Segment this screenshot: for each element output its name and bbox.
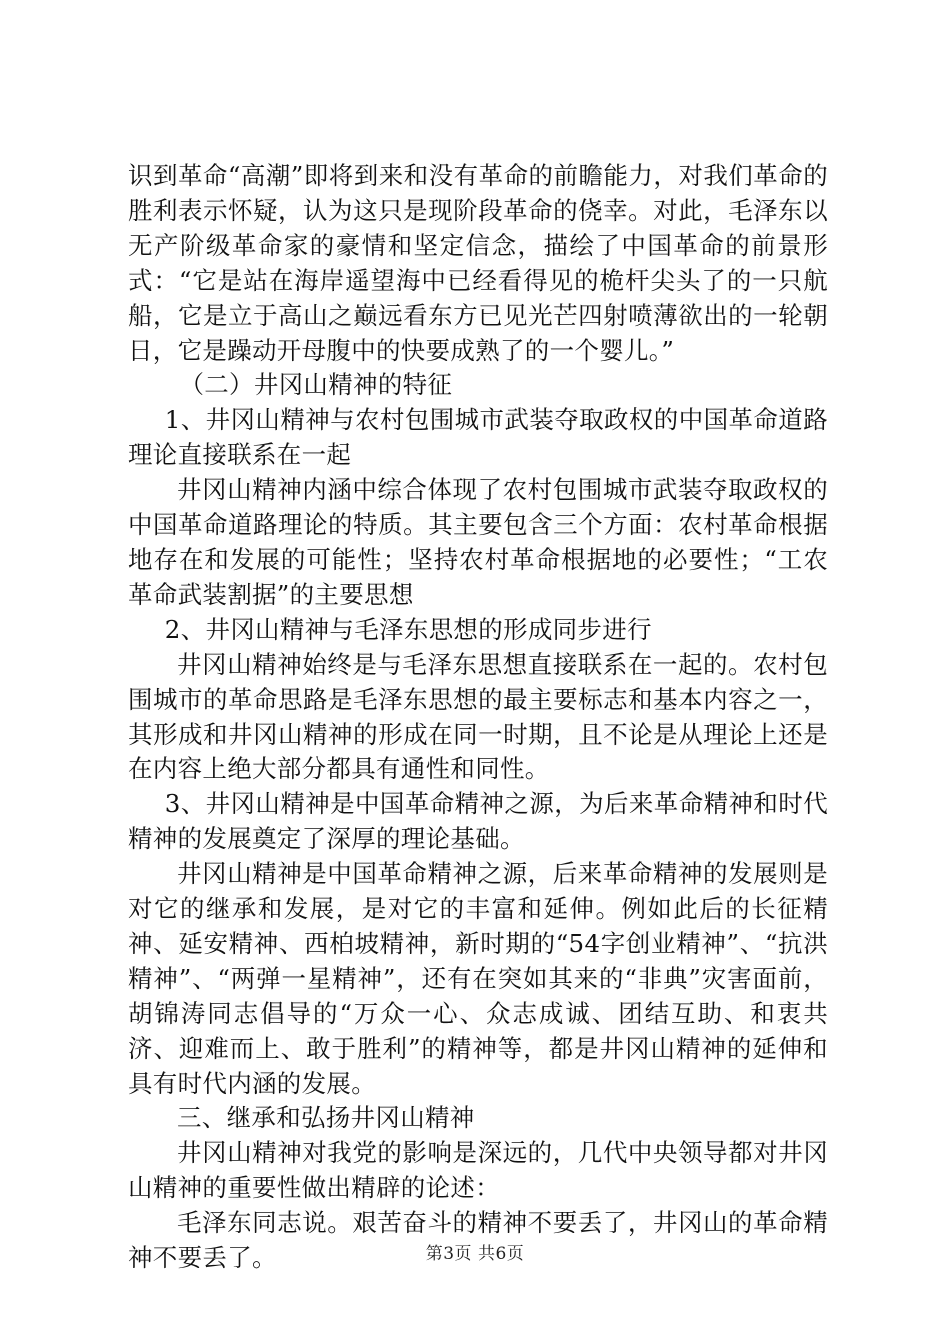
list-item-1-heading: 1、井冈山精神与农村包围城市武装夺取政权的中国革命道路理论直接联系在一起 <box>128 405 828 470</box>
list-item-2-heading: 2、井冈山精神与毛泽东思想的形成同步进行 <box>164 614 652 644</box>
paragraph-mao-quote: 毛泽东同志说。艰苦奋斗的精神不要丢了，井冈山的革命精神不要丢了。 <box>128 1208 828 1273</box>
paragraph-mao-thought: 井冈山精神始终是与毛泽东思想直接联系在一起的。农村包围城市的革命思路是毛泽东思想的最主要标志和基本内容之一，其形成和井冈山精神的形成在同一时期，且不论是从理论上还是在内容上绝大部分都具有通性和同性。 <box>128 649 828 784</box>
document-body <box>128 159 828 1276</box>
list-item-3-heading: 3、井冈山精神是中国革命精神之源，为后来革命精神和时代精神的发展奠定了深厚的理论基础。 <box>128 789 828 854</box>
paragraph-revolution-prospect: 识到革命“高潮”即将到来和没有革命的前瞻能力，对我们革命的胜利表示怀疑，认为这只是现阶段革命的侥幸。对此，毛泽东以无产阶级革命家的豪情和坚定信念，描绘了中国革命的前景形式：“它是站在海岸遥望海中已经看得见的桅杆尖头了的一只航船，它是立于高山之巅远看东方已见光芒四射喷薄欲出的一轮朝日，它是躁动开母腹中的快要成熟了的一个婴儿。” <box>128 161 828 365</box>
page-number-footer: 第3页 共6页 <box>425 1244 525 1264</box>
section-heading-inherit: 三、继承和弘扬井冈山精神 <box>177 1103 475 1133</box>
section-heading-characteristics: （二）井冈山精神的特征 <box>179 370 453 400</box>
paragraph-leaders-remarks: 井冈山精神对我党的影响是深远的，几代中央领导都对井冈山精神的重要性做出精辟的论述： <box>128 1138 828 1203</box>
paragraph-source-of-spirit: 井冈山精神是中国革命精神之源，后来革命精神的发展则是对它的继承和发展，是对它的丰富和延伸。例如此后的长征精神、延安精神、西柏坡精神，新时期的“54字创业精神”、“抗洪精神”、“两弹一星精神”，还有在突如其来的“非典”灾害面前，胡锦涛同志倡导的“万众一心、众志成诚、团结互助、和衷共济、迎难而上、敢于胜利”的精神等，都是井冈山精神的延伸和具有时代内涵的发展。 <box>128 859 828 1098</box>
paragraph-rural-encirclement: 井冈山精神内涵中综合体现了农村包围城市武装夺取政权的中国革命道路理论的特质。其主要包含三个方面：农村革命根据地存在和发展的可能性；坚持农村革命根据地的必要性；“工农革命武装割据”的主要思想 <box>128 475 828 609</box>
